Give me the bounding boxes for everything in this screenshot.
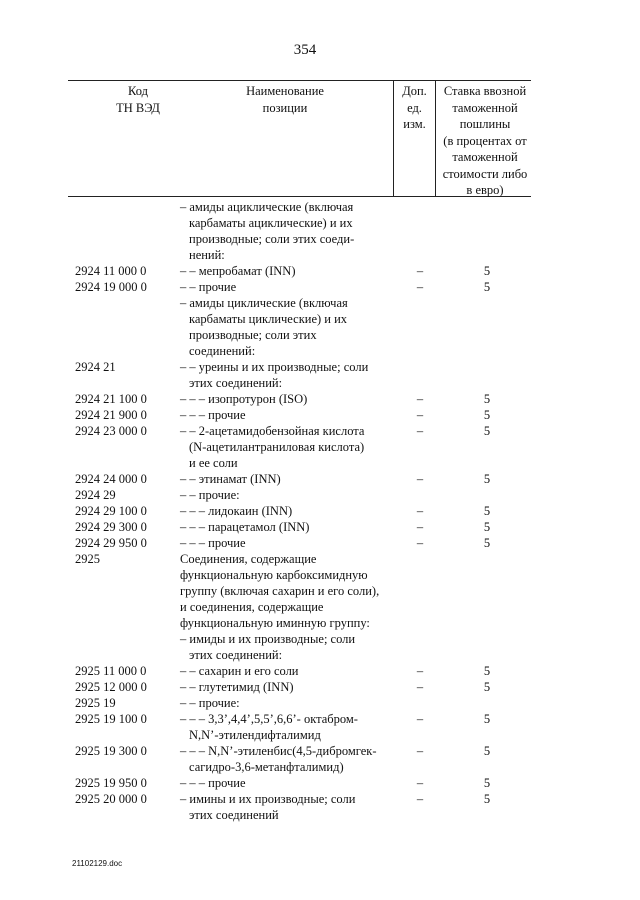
row-code: 2925 <box>75 552 100 566</box>
row-name-line: этих соединений: <box>189 376 283 390</box>
row-code: 2924 29 100 0 <box>75 504 147 518</box>
row-name-line: – амиды циклические (включая <box>180 296 348 310</box>
row-unit: – <box>416 536 424 550</box>
table-row <box>0 423 640 471</box>
row-rate: 5 <box>483 776 491 790</box>
row-name-line: – – – изопротурон (ISO) <box>180 392 308 406</box>
row-name-line: – – – N,N’-этиленбис(4,5-дибромгек- <box>180 744 377 758</box>
row-unit: – <box>416 776 424 790</box>
row-code: 2924 21 <box>75 360 116 374</box>
row-name-line: – – глутетимид (INN) <box>180 680 294 694</box>
header-unit: Доп. ед. изм. <box>402 84 427 131</box>
row-name-line: соединений: <box>189 344 256 358</box>
row-name-line: – – – 3,3’,4,4’,5,5’,6,6’- октабром- <box>180 712 358 726</box>
row-unit: – <box>416 424 424 438</box>
row-name <box>180 663 395 679</box>
row-name-line: – – прочие <box>180 280 237 294</box>
row-unit: – <box>416 712 424 726</box>
row-name-line: – – мепробамат (INN) <box>180 264 296 278</box>
table-row <box>0 519 640 535</box>
row-code: 2924 29 300 0 <box>75 520 147 534</box>
row-code: 2924 23 000 0 <box>75 424 147 438</box>
row-code: 2925 12 000 0 <box>75 680 147 694</box>
table-row <box>0 775 640 791</box>
row-code: 2924 29 950 0 <box>75 536 147 550</box>
table-row <box>0 279 640 295</box>
row-unit: – <box>416 792 424 806</box>
row-code: 2924 24 000 0 <box>75 472 147 486</box>
table-row <box>0 679 640 695</box>
table-row <box>0 487 640 503</box>
table-row <box>0 535 640 551</box>
table-row <box>0 631 640 663</box>
row-rate: 5 <box>483 408 491 422</box>
table-row <box>0 359 640 391</box>
row-code: 2924 21 900 0 <box>75 408 147 422</box>
row-name-line: – – – прочие <box>180 536 246 550</box>
row-name-line: – – прочие: <box>180 696 240 710</box>
row-name-line: – – этинамат (INN) <box>180 472 281 486</box>
row-name-line: производные; соли этих соеди- <box>189 232 355 246</box>
row-code: 2924 21 100 0 <box>75 392 147 406</box>
row-unit: – <box>416 504 424 518</box>
table-row <box>0 295 640 359</box>
row-name-line: и ее соли <box>189 456 238 470</box>
row-name-line: – амиды ациклические (включая <box>180 200 354 214</box>
tariff-table-body <box>0 199 640 823</box>
row-rate: 5 <box>483 536 491 550</box>
row-name-line: этих соединений <box>189 808 279 822</box>
row-unit: – <box>416 392 424 406</box>
row-name-line: – имиды и их производные; соли <box>180 632 356 646</box>
row-name <box>180 487 395 503</box>
row-name-line: нений: <box>189 248 225 262</box>
row-unit: – <box>416 264 424 278</box>
row-name-line: Соединения, содержащие <box>180 552 317 566</box>
row-code: 2925 19 100 0 <box>75 712 147 726</box>
row-name <box>180 391 395 407</box>
row-code: 2925 19 950 0 <box>75 776 147 790</box>
page-number: 354 <box>293 42 317 58</box>
table-row <box>0 663 640 679</box>
table-row <box>0 503 640 519</box>
row-name-line: карбаматы циклические) и их <box>189 312 348 326</box>
row-name <box>180 295 395 359</box>
row-rate: 5 <box>483 712 491 726</box>
row-name-line: карбаматы ациклические) и их <box>189 216 353 230</box>
row-rate: 5 <box>483 664 491 678</box>
row-name <box>180 199 395 263</box>
row-name-line: – – 2-ацетамидобензойная кислота <box>180 424 365 438</box>
header-code: Код ТН ВЭД <box>116 84 160 115</box>
row-name <box>180 471 395 487</box>
row-name-line: функциональную иминную группу: <box>180 616 370 630</box>
row-unit: – <box>416 680 424 694</box>
row-name-line: – – – прочие <box>180 776 246 790</box>
row-name <box>180 791 395 823</box>
row-name <box>180 519 395 535</box>
row-name <box>180 631 395 663</box>
row-rate: 5 <box>483 472 491 486</box>
row-name <box>180 679 395 695</box>
table-top-rule <box>68 80 531 81</box>
row-name-line: N,N’-этилендифталимид <box>189 728 321 742</box>
row-unit: – <box>416 280 424 294</box>
table-row <box>0 551 640 631</box>
table-row <box>0 263 640 279</box>
row-rate: 5 <box>483 280 491 294</box>
row-name-line: – – уреины и их производные; соли <box>180 360 369 374</box>
row-unit: – <box>416 520 424 534</box>
row-name <box>180 263 395 279</box>
table-row <box>0 407 640 423</box>
row-name-line: – – – прочие <box>180 408 246 422</box>
row-code: 2925 19 300 0 <box>75 744 147 758</box>
row-name-line: и соединения, содержащие <box>180 600 324 614</box>
row-rate: 5 <box>483 392 491 406</box>
row-name <box>180 775 395 791</box>
footer-filename: 21102129.doc <box>72 859 123 868</box>
row-name <box>180 503 395 519</box>
row-name-line: (N-ацетилантраниловая кислота) <box>189 440 365 454</box>
row-name-line: функциональную карбоксимидную <box>180 568 368 582</box>
row-code: 2924 29 <box>75 488 116 502</box>
row-name-line: этих соединений: <box>189 648 283 662</box>
row-rate: 5 <box>483 744 491 758</box>
row-name-line: сагидро-3,6-метанфталимид) <box>189 760 344 774</box>
row-name <box>180 535 395 551</box>
row-rate: 5 <box>483 792 491 806</box>
row-unit: – <box>416 408 424 422</box>
table-row <box>0 199 640 263</box>
row-name <box>180 551 395 631</box>
row-unit: – <box>416 472 424 486</box>
table-row <box>0 791 640 823</box>
row-code: 2925 20 000 0 <box>75 792 147 806</box>
row-code: 2924 19 000 0 <box>75 280 147 294</box>
row-name <box>180 711 395 743</box>
table-row <box>0 743 640 775</box>
row-name <box>180 359 395 391</box>
row-rate: 5 <box>483 680 491 694</box>
row-name <box>180 743 395 775</box>
header-rate: Ставка ввозной таможенной пошлины (в процентах от таможенной стоимости либо в евро) <box>442 84 528 197</box>
row-unit: – <box>416 744 424 758</box>
row-name-line: производные; соли этих <box>189 328 317 342</box>
header-name: Наименование позиции <box>246 84 324 115</box>
table-row <box>0 471 640 487</box>
table-row <box>0 391 640 407</box>
row-code: 2924 11 000 0 <box>75 264 147 278</box>
row-name <box>180 407 395 423</box>
row-code: 2925 11 000 0 <box>75 664 147 678</box>
row-unit: – <box>416 664 424 678</box>
row-rate: 5 <box>483 264 491 278</box>
row-rate: 5 <box>483 424 491 438</box>
row-name-line: – – прочие: <box>180 488 240 502</box>
row-rate: 5 <box>483 504 491 518</box>
row-code: 2925 19 <box>75 696 116 710</box>
row-name-line: – имины и их производные; соли <box>180 792 356 806</box>
row-name-line: группу (включая сахарин и его соли), <box>180 584 380 598</box>
row-name <box>180 279 395 295</box>
row-name-line: – – – парацетамол (INN) <box>180 520 310 534</box>
row-name <box>180 695 395 711</box>
row-rate: 5 <box>483 520 491 534</box>
row-name-line: – – – лидокаин (INN) <box>180 504 293 518</box>
table-row <box>0 695 640 711</box>
table-row <box>0 711 640 743</box>
row-name-line: – – сахарин и его соли <box>180 664 299 678</box>
row-name <box>180 423 395 471</box>
